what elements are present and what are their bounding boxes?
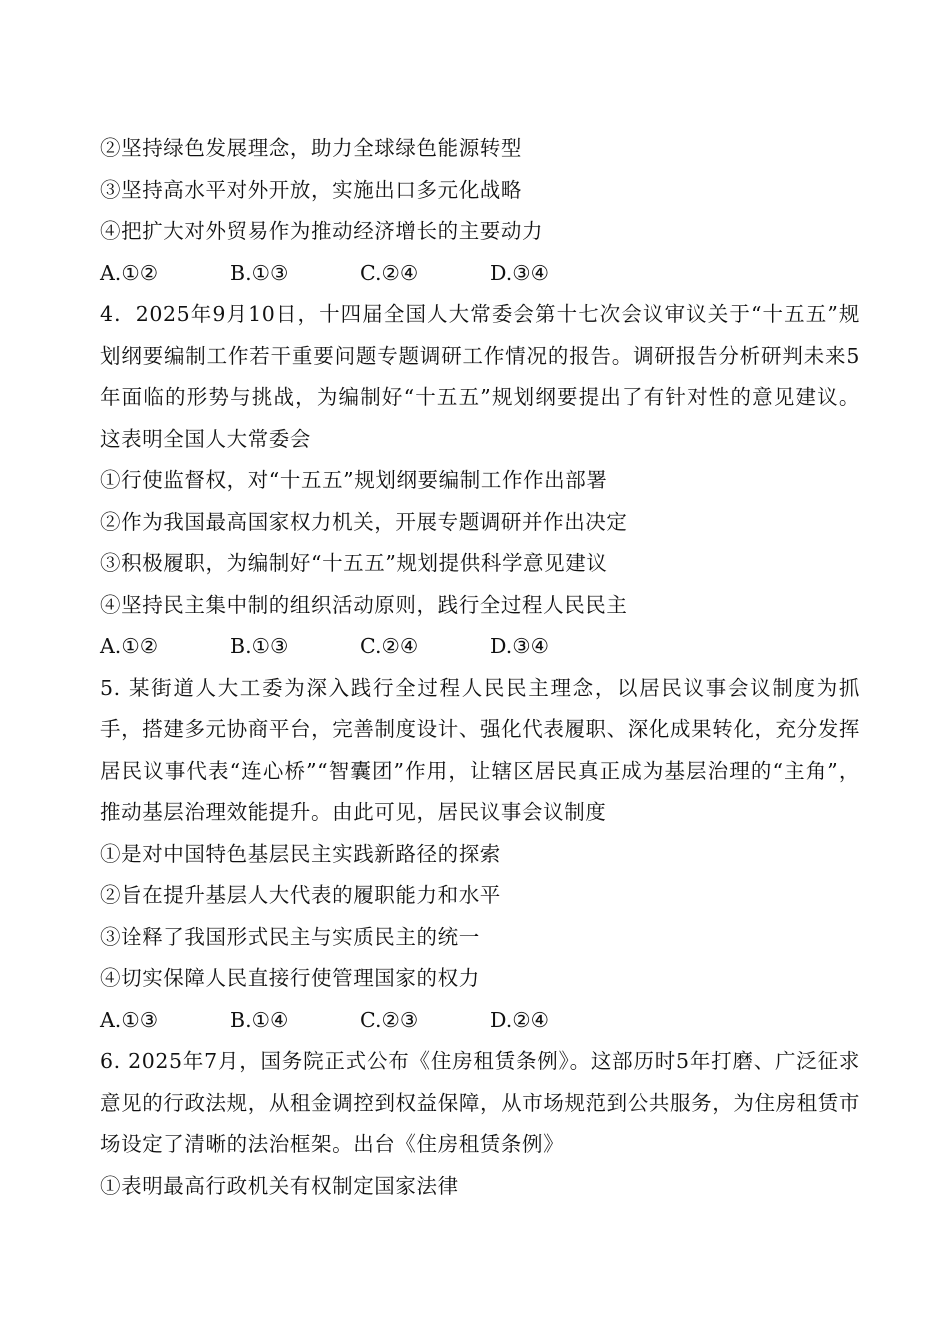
q5-answer-c: C.②③ xyxy=(360,1007,419,1032)
q3-answer-a: A.①② xyxy=(100,260,159,285)
q4-answer-d: D.③④ xyxy=(490,634,549,658)
q5-option-2: ②旨在提升基层人大代表的履职能力和水平 xyxy=(100,883,501,907)
q4-option-3: ③积极履职，为编制好“十五五”规划提供科学意见建议 xyxy=(100,551,608,575)
q4-option-4: ④坚持民主集中制的组织活动原则，践行全过程人民民主 xyxy=(100,592,628,617)
q5-answer-b: B.①④ xyxy=(230,1007,289,1032)
q3-answer-choices xyxy=(100,253,860,295)
q5-option-4: ④切实保障人民直接行使管理国家的权力 xyxy=(100,966,480,990)
q3-answer-d: D.③④ xyxy=(490,260,549,285)
q4-stem: 4．2025年9月10日，十四届全国人大常委会第十七次会议审议关于“十五五”规划纲要编制工作若干重要问题专题调研工作情况的报告。调研报告分析研判未来5年面临的形势与挑战，为编制好“十五五”规划纲要提出了有针对性的意见建议。这表明全国人大常委会 xyxy=(100,302,860,451)
q5-option-3: ③诠释了我国形式民主与实质民主的统一 xyxy=(100,924,480,949)
q4-answer-b: B.①③ xyxy=(230,634,289,658)
q3-option-4: ④把扩大对外贸易作为推动经济增长的主要动力 xyxy=(100,219,544,243)
q5-answer-d: D.②④ xyxy=(490,1007,549,1032)
q4-option-1: ①行使监督权，对“十五五”规划纲要编制工作作出部署 xyxy=(100,468,608,492)
q4-answer-a: A.①② xyxy=(100,634,159,658)
q3-option-2: ②坚持绿色发展理念，助力全球绿色能源转型 xyxy=(100,136,522,160)
q3-answer-c: C.②④ xyxy=(360,260,419,285)
q4-option-2: ②作为我国最高国家权力机关，开展专题调研并作出决定 xyxy=(100,509,628,534)
exam-page xyxy=(100,128,860,1207)
q5-option-1: ①是对中国特色基层民主实践新路径的探索 xyxy=(100,841,501,866)
q5-stem: 5. 某街道人大工委为深入践行全过程人民民主理念，以居民议事会议制度为抓手，搭建多元协商平台，完善制度设计、强化代表履职、深化成果转化，充分发挥居民议事代表“连心桥”“智囊团”作用，让辖区居民真正成为基层治理的“主角”，推动基层治理效能提升。由此可见，居民议事会议制度 xyxy=(100,675,860,824)
q3-answer-b: B.①③ xyxy=(230,260,289,285)
q5-answer-a: A.①③ xyxy=(100,1007,159,1032)
q6-option-1: ①表明最高行政机关有权制定国家法律 xyxy=(100,1173,459,1198)
q3-option-3: ③坚持高水平对外开放，实施出口多元化战略 xyxy=(100,177,522,202)
q4-answer-c: C.②④ xyxy=(360,634,419,658)
q5-answer-choices xyxy=(100,1000,860,1042)
q6-stem: 6. 2025年7月，国务院正式公布《住房租赁条例》。这部历时5年打磨、广泛征求意见的行政法规，从租金调控到权益保障，从市场规范到公共服务，为住房租赁市场设定了清晰的法治框架。出台《住房租赁条例》 xyxy=(100,1049,860,1156)
q4-answer-choices xyxy=(100,626,860,668)
